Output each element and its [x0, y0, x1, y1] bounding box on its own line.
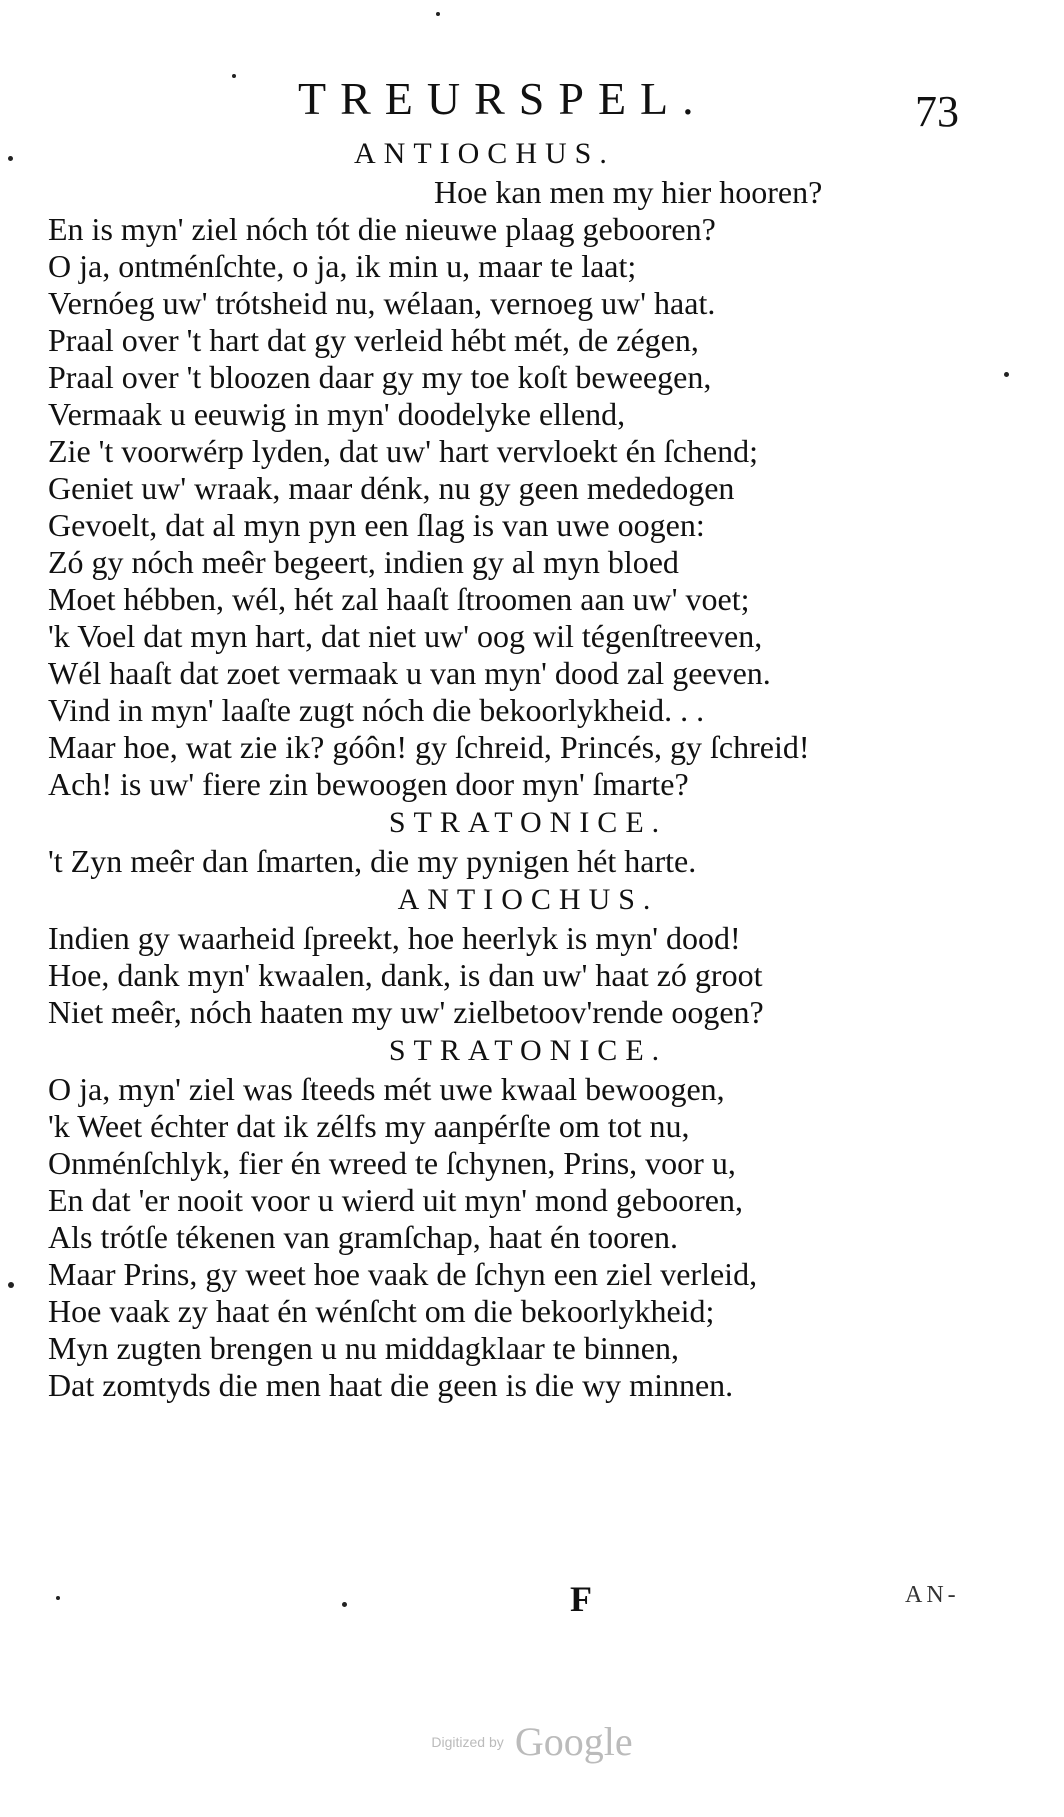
ink-speck [436, 12, 440, 16]
ink-speck [1004, 372, 1009, 377]
verse-line: Wél haaſt dat zoet vermaak u van myn' dood zal geeven. [48, 655, 771, 691]
verse-line: Maar Prins, gy weet hoe vaak de ſchyn een ziel verleid, [48, 1256, 758, 1292]
watermark-logo: Google [514, 1719, 633, 1764]
verse-line: Onménſchlyk, fier én wreed te ſchynen, Prins, voor u, [48, 1145, 736, 1181]
watermark-prefix: Digitized by [431, 1733, 504, 1750]
ink-speck [232, 74, 236, 78]
verse-line: Hoe vaak zy haat én wénſcht om die bekoorlykheid; [48, 1293, 715, 1329]
verse-line: En dat 'er nooit voor u wierd uit myn' mond gebooren, [48, 1182, 743, 1218]
speaker-heading: STRATONICE. [388, 806, 668, 839]
running-head [0, 72, 1064, 136]
verse-line: Myn zugten brengen u nu middagklaar te binnen, [48, 1330, 679, 1366]
verse-line: Praal over 't bloozen daar gy my toe koſt beweegen, [48, 359, 712, 395]
running-title: TREURSPEL. [298, 73, 708, 124]
verse-line: Hoe, dank myn' kwaalen, dank, is dan uw' haat zó groot [48, 957, 763, 993]
verse-line: 'k Weet échter dat ik zélfs my aanpérſte om tot nu, [48, 1108, 690, 1144]
verse-line: Vind in myn' laaſte zugt nóch die bekoorlykheid. . . [48, 692, 705, 728]
verse-line: 'k Voel dat myn hart, dat niet uw' oog wil tégenſtreeven, [48, 618, 763, 654]
ink-speck [8, 156, 13, 161]
verse-line: 't Zyn meêr dan ſmarten, die my pynigen hét harte. [48, 843, 697, 879]
verse-line: Dat zomtyds die men haat die geen is die wy minnen. [48, 1367, 734, 1403]
verse-line: Gevoelt, dat al myn pyn een ſlag is van uwe oogen: [48, 507, 705, 543]
verse-line: En is myn' ziel nóch tót die nieuwe plaag gebooren? [48, 211, 716, 247]
verse-line: Vermaak u eeuwig in myn' doodelyke ellend, [48, 396, 626, 432]
verse-line: Vernóeg uw' trótsheid nu, wélaan, vernoeg uw' haat. [48, 285, 716, 321]
verse-line: Geniet uw' wraak, maar dénk, nu gy geen mededogen [48, 470, 735, 506]
verse-line: Hoe kan men my hier hooren? [434, 174, 823, 210]
speaker-heading: ANTIOCHUS. [397, 883, 659, 916]
verse-line: Niet meêr, nóch haaten my uw' zielbetoov'rende oogen? [48, 994, 764, 1030]
signature-mark: F [570, 1579, 592, 1619]
page-footer [0, 1578, 1064, 1628]
verse-line: Ach! is uw' fiere zin bewoogen door myn' ſmarte? [48, 766, 689, 802]
speaker-heading: STRATONICE. [388, 1034, 668, 1067]
verse-line: Moet hébben, wél, hét zal haaſt ſtroomen aan uw' voet; [48, 581, 750, 617]
verse-line: Zie 't voorwérp lyden, dat uw' hart vervloekt én ſchend; [48, 433, 758, 469]
verse-line: Praal over 't hart dat gy verleid hébt mét, de zégen, [48, 322, 699, 358]
ink-speck [56, 1596, 60, 1600]
verse-line: O ja, myn' ziel was ſteeds mét uwe kwaal bewoogen, [48, 1071, 725, 1107]
speaker-heading: ANTIOCHUS. [354, 137, 615, 170]
digitized-watermark [0, 1718, 1064, 1765]
ink-speck [8, 1282, 14, 1288]
ink-speck [342, 1602, 347, 1607]
verse-text [48, 134, 1008, 1404]
verse-line: Zó gy nóch meêr begeert, indien gy al myn bloed [48, 544, 679, 580]
verse-line: Maar hoe, wat zie ik? góôn! gy ſchreid, Princés, gy ſchreid! [48, 729, 810, 765]
verse-line: O ja, ontménſchte, o ja, ik min u, maar te laat; [48, 248, 637, 284]
verse-line: Als trótſe tékenen van gramſchap, haat én tooren. [48, 1219, 678, 1255]
catchword: AN- [905, 1582, 960, 1608]
verse-line: Indien gy waarheid ſpreekt, hoe heerlyk is myn' dood! [48, 920, 741, 956]
page-number: 73 [915, 87, 959, 136]
